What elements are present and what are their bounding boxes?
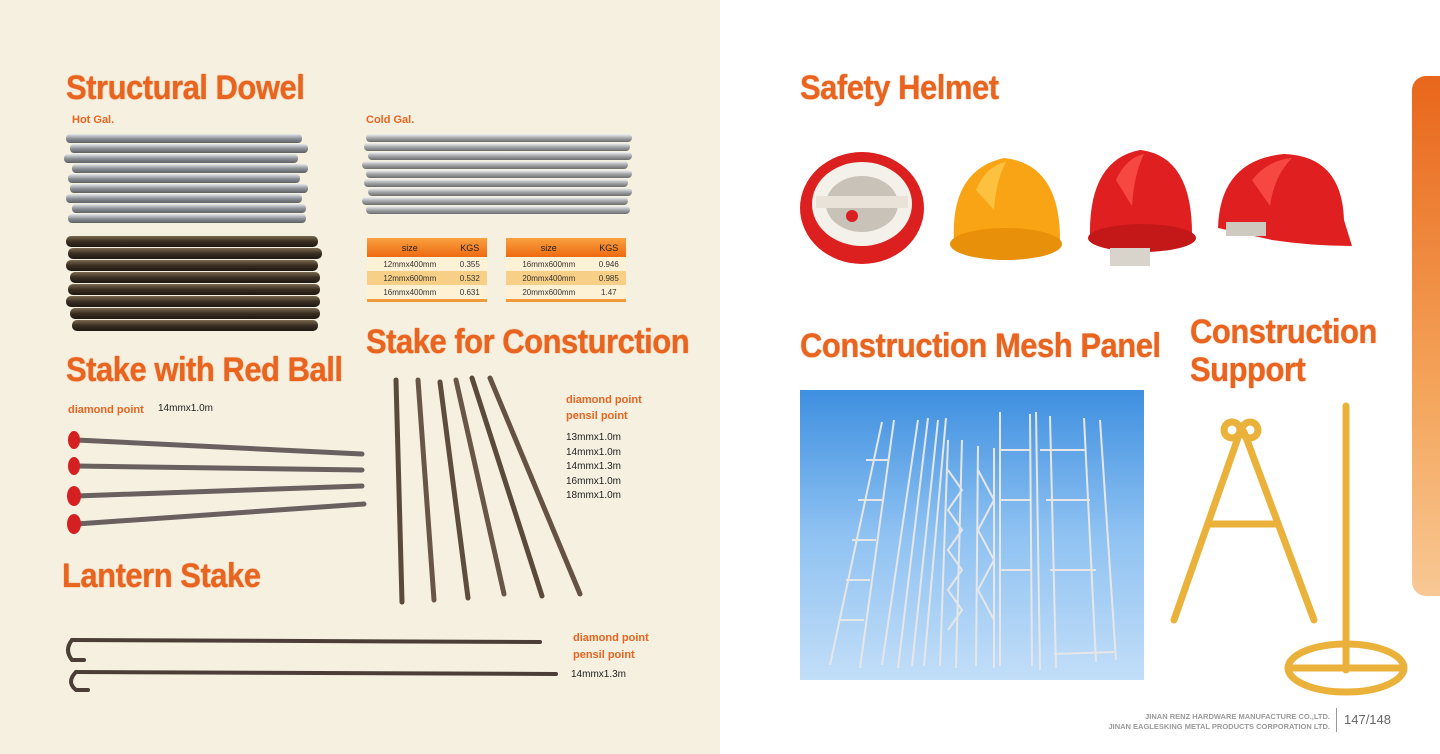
lantern-size-label: 14mmx1.3m <box>571 669 627 680</box>
size-item: 14mmx1.3m <box>566 461 622 472</box>
construction-support-photo <box>1164 398 1414 698</box>
cold-gal-dowel-photo <box>362 132 634 220</box>
table1-header-size: size <box>367 238 453 257</box>
mesh-panel-title: Construction Mesh Panel <box>800 325 1161 365</box>
footer-company-line-2: JINAN EAGLESKING METAL PRODUCTS CORPORATION LTD. <box>1108 722 1330 731</box>
construction-stake-title: Stake for Consturction <box>366 321 690 361</box>
table-cell: 0.946 <box>592 257 626 271</box>
mesh-panel-photo <box>800 390 1144 680</box>
red-ball-size-label: 14mmx1.0m <box>158 403 214 414</box>
construction-stake-photo <box>386 374 596 610</box>
structural-dowel-title: Structural Dowel <box>66 67 305 107</box>
hot-gal-dowel-photo <box>64 130 314 230</box>
table-cell: 12mmx400mm <box>367 257 453 271</box>
table-cell: 1.47 <box>592 285 626 301</box>
cold-gal-label: Cold Gal. <box>366 114 415 126</box>
red-ball-point-label: diamond point <box>68 404 144 416</box>
footer-divider <box>1336 708 1337 732</box>
dowel-size-table-2 <box>506 238 626 302</box>
table-cell: 0.355 <box>453 257 487 271</box>
table-cell: 20mmx600mm <box>506 285 592 301</box>
size-item: 14mmx1.0m <box>566 446 622 458</box>
table-cell: 0.532 <box>453 271 487 285</box>
hot-gal-label: Hot Gal. <box>72 114 115 126</box>
lantern-point-1: diamond point <box>573 632 649 644</box>
page-number: 147/148 <box>1344 712 1391 727</box>
red-ball-stake-title: Stake with Red Ball <box>66 349 343 389</box>
helmet-red-photo <box>1082 144 1198 270</box>
table-cell: 20mmx400mm <box>506 271 592 285</box>
lantern-stake-photo <box>62 628 562 694</box>
table2-header-size: size <box>506 238 592 257</box>
lantern-point-2: pensil point <box>573 649 635 661</box>
black-dowel-photo <box>64 234 324 336</box>
support-title-line1: Construction <box>1190 311 1377 351</box>
size-item: 16mmx1.0m <box>566 475 622 487</box>
size-item: 18mmx1.0m <box>566 490 622 501</box>
side-tab <box>1412 76 1440 596</box>
construction-stake-sizes <box>566 431 621 504</box>
dowel-size-table-1 <box>367 238 487 302</box>
support-title-line2: Support <box>1190 349 1306 389</box>
construction-stake-point-2: pensil point <box>566 410 628 422</box>
red-ball-stake-photo <box>62 426 372 538</box>
lantern-stake-title: Lantern Stake <box>62 555 261 595</box>
safety-helmet-title: Safety Helmet <box>800 67 999 107</box>
helmet-red-inside-photo <box>798 138 928 268</box>
size-item: 13mmx1.0m <box>566 432 622 443</box>
footer-company-line-1: JINAN RENZ HARDWARE MANUFACTURE CO.,LTD. <box>1145 712 1330 721</box>
table-cell: 0.985 <box>592 271 626 285</box>
table2-header-kgs: KGS <box>592 238 626 257</box>
helmet-yellow-photo <box>946 150 1066 272</box>
table1-header-kgs: KGS <box>453 238 487 257</box>
table-cell: 12mmx600mm <box>367 271 453 285</box>
helmet-red-side-photo <box>1212 150 1354 260</box>
table-cell: 16mmx600mm <box>506 257 592 271</box>
construction-stake-point-1: diamond point <box>566 394 642 406</box>
table-cell: 16mmx400mm <box>367 285 453 301</box>
table-cell: 0.631 <box>453 285 487 301</box>
